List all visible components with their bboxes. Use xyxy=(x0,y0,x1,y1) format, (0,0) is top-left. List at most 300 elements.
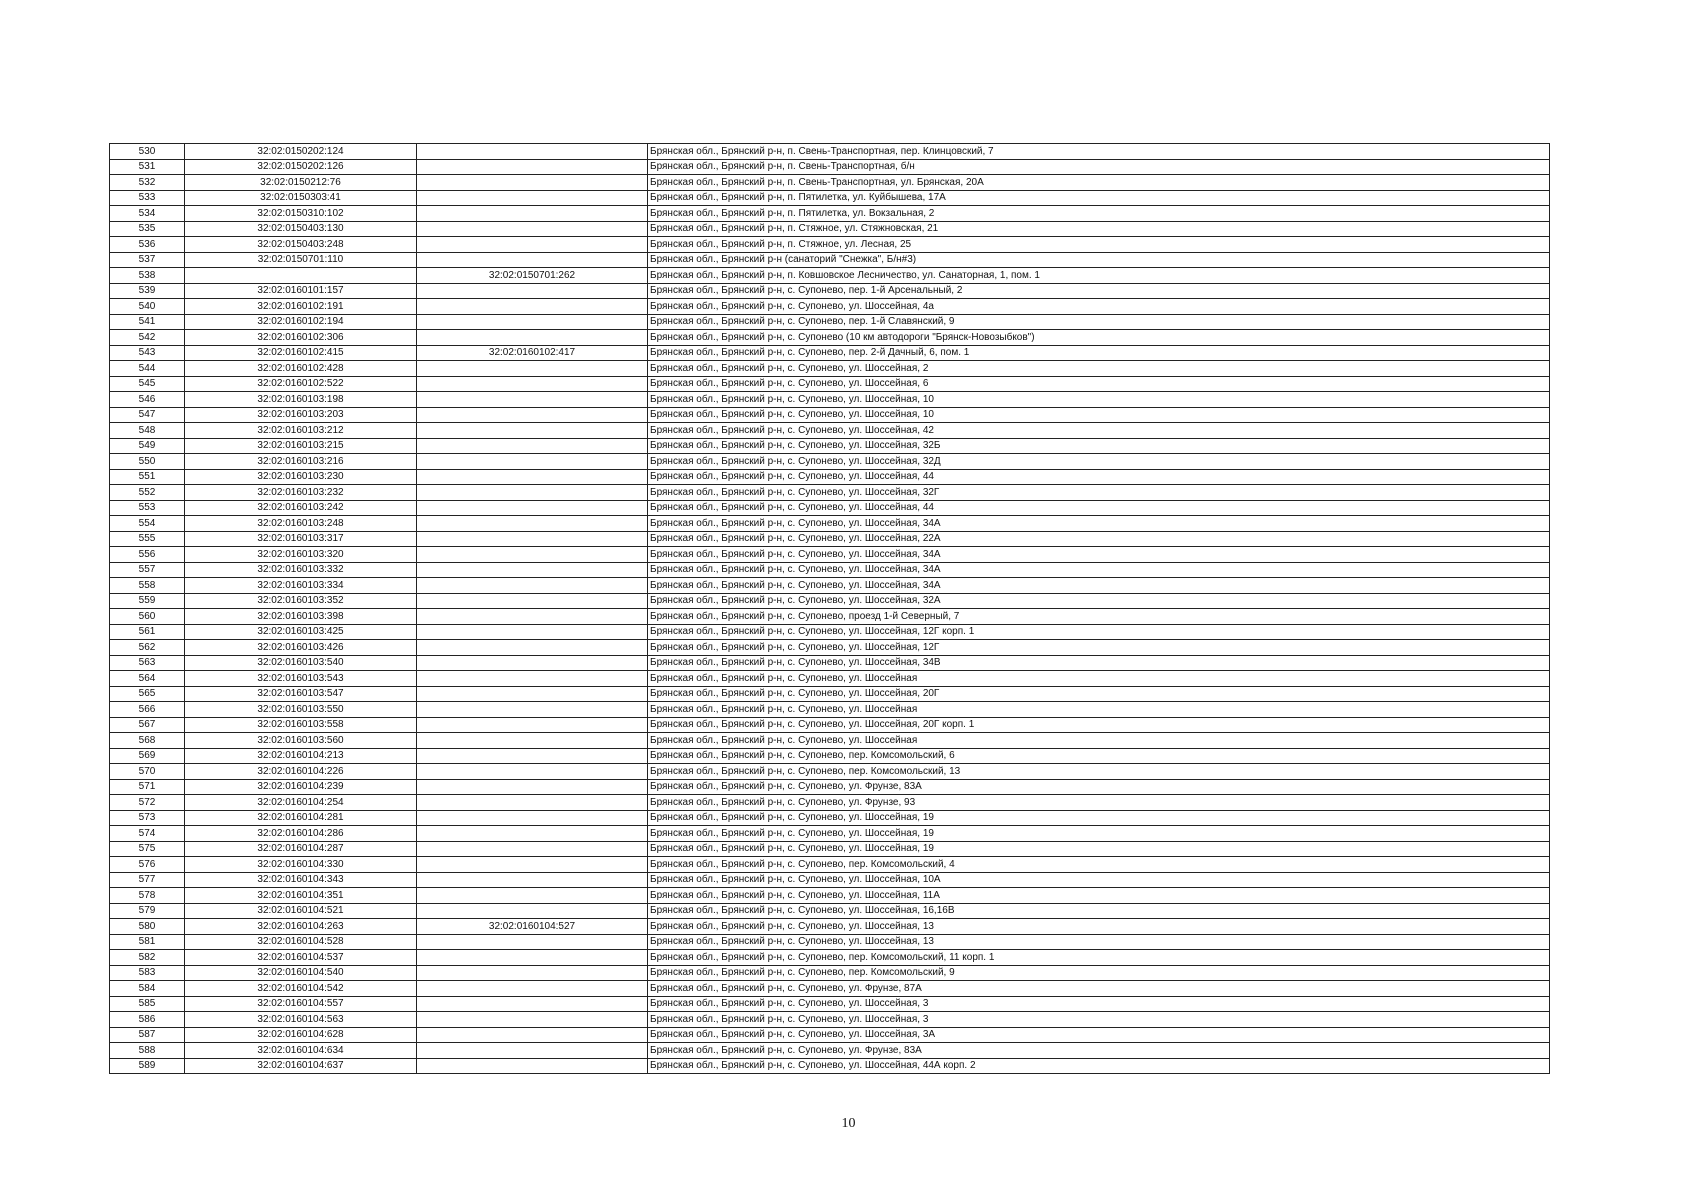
related-cadastral-number-cell xyxy=(417,531,648,547)
table-row xyxy=(110,826,1550,842)
row-number-cell: 555 xyxy=(110,531,185,547)
address-cell: Брянская обл., Брянский р-н, с. Супонево, ул. Шоссейная, 2 xyxy=(648,361,1550,377)
cadastral-number-cell: 32:02:0160103:242 xyxy=(185,500,417,516)
address-cell: Брянская обл., Брянский р-н, с. Супонево, ул. Шоссейная, 44 xyxy=(648,469,1550,485)
related-cadastral-number-cell xyxy=(417,221,648,237)
cadastral-number-cell: 32:02:0160103:216 xyxy=(185,454,417,470)
related-cadastral-number-cell xyxy=(417,562,648,578)
related-cadastral-number-cell xyxy=(417,283,648,299)
row-number-cell: 550 xyxy=(110,454,185,470)
row-number-cell: 537 xyxy=(110,252,185,268)
table-row xyxy=(110,144,1550,160)
table-row xyxy=(110,1012,1550,1028)
related-cadastral-number-cell xyxy=(417,764,648,780)
row-number-cell: 530 xyxy=(110,144,185,160)
related-cadastral-number-cell xyxy=(417,578,648,594)
related-cadastral-number-cell: 32:02:0150701:262 xyxy=(417,268,648,284)
row-number-cell: 585 xyxy=(110,996,185,1012)
cadastral-number-cell: 32:02:0160104:637 xyxy=(185,1058,417,1074)
cadastral-number-cell: 32:02:0160103:232 xyxy=(185,485,417,501)
cadastral-number-cell: 32:02:0160104:351 xyxy=(185,888,417,904)
row-number-cell: 536 xyxy=(110,237,185,253)
address-cell: Брянская обл., Брянский р-н, п. Пятилетка, ул. Вокзальная, 2 xyxy=(648,206,1550,222)
address-cell: Брянская обл., Брянский р-н, с. Супонево, пер. 1-й Славянский, 9 xyxy=(648,314,1550,330)
row-number-cell: 542 xyxy=(110,330,185,346)
row-number-cell: 582 xyxy=(110,950,185,966)
related-cadastral-number-cell xyxy=(417,717,648,733)
row-number-cell: 568 xyxy=(110,733,185,749)
cadastral-number-cell: 32:02:0150310:102 xyxy=(185,206,417,222)
related-cadastral-number-cell xyxy=(417,516,648,532)
related-cadastral-number-cell xyxy=(417,655,648,671)
address-cell: Брянская обл., Брянский р-н, с. Супонево, проезд 1-й Северный, 7 xyxy=(648,609,1550,625)
table-row xyxy=(110,965,1550,981)
row-number-cell: 562 xyxy=(110,640,185,656)
address-cell: Брянская обл., Брянский р-н, с. Супонево, ул. Шоссейная, 22А xyxy=(648,531,1550,547)
related-cadastral-number-cell xyxy=(417,779,648,795)
cadastral-number-cell: 32:02:0160103:317 xyxy=(185,531,417,547)
table-row xyxy=(110,500,1550,516)
table-row xyxy=(110,190,1550,206)
address-cell: Брянская обл., Брянский р-н, с. Супонево (10 км автодороги "Брянск-Новозыбков") xyxy=(648,330,1550,346)
table-row xyxy=(110,578,1550,594)
address-cell: Брянская обл., Брянский р-н, с. Супонево, ул. Шоссейная, 34А xyxy=(648,547,1550,563)
row-number-cell: 563 xyxy=(110,655,185,671)
cadastral-number-cell: 32:02:0160104:628 xyxy=(185,1027,417,1043)
related-cadastral-number-cell xyxy=(417,392,648,408)
related-cadastral-number-cell xyxy=(417,903,648,919)
row-number-cell: 552 xyxy=(110,485,185,501)
row-number-cell: 578 xyxy=(110,888,185,904)
related-cadastral-number-cell xyxy=(417,314,648,330)
related-cadastral-number-cell xyxy=(417,702,648,718)
table-row xyxy=(110,299,1550,315)
cadastral-number-cell: 32:02:0160103:543 xyxy=(185,671,417,687)
address-cell: Брянская обл., Брянский р-н (санаторий "Снежка", Б/н#3) xyxy=(648,252,1550,268)
related-cadastral-number-cell xyxy=(417,841,648,857)
cadastral-number-cell: 32:02:0160104:330 xyxy=(185,857,417,873)
related-cadastral-number-cell: 32:02:0160104:527 xyxy=(417,919,648,935)
table-row xyxy=(110,888,1550,904)
related-cadastral-number-cell xyxy=(417,159,648,175)
table-row xyxy=(110,407,1550,423)
table-row xyxy=(110,206,1550,222)
table-row xyxy=(110,872,1550,888)
cadastral-number-cell: 32:02:0160102:306 xyxy=(185,330,417,346)
related-cadastral-number-cell xyxy=(417,407,648,423)
address-cell: Брянская обл., Брянский р-н, п. Свень-Транспортная, ул. Брянская, 20А xyxy=(648,175,1550,191)
table-row xyxy=(110,1027,1550,1043)
address-cell: Брянская обл., Брянский р-н, п. Свень-Транспортная, пер. Клинцовский, 7 xyxy=(648,144,1550,160)
table-row xyxy=(110,531,1550,547)
table-row xyxy=(110,686,1550,702)
property-table-body xyxy=(110,144,1550,1074)
row-number-cell: 576 xyxy=(110,857,185,873)
table-row xyxy=(110,438,1550,454)
row-number-cell: 580 xyxy=(110,919,185,935)
related-cadastral-number-cell xyxy=(417,624,648,640)
row-number-cell: 587 xyxy=(110,1027,185,1043)
cadastral-number-cell: 32:02:0160102:428 xyxy=(185,361,417,377)
address-cell: Брянская обл., Брянский р-н, с. Супонево, ул. Шоссейная, 20Г корп. 1 xyxy=(648,717,1550,733)
cadastral-number-cell: 32:02:0160104:213 xyxy=(185,748,417,764)
related-cadastral-number-cell xyxy=(417,593,648,609)
address-cell: Брянская обл., Брянский р-н, с. Супонево, ул. Шоссейная, 42 xyxy=(648,423,1550,439)
row-number-cell: 579 xyxy=(110,903,185,919)
address-cell: Брянская обл., Брянский р-н, с. Супонево, ул. Фрунзе, 93 xyxy=(648,795,1550,811)
table-row xyxy=(110,624,1550,640)
cadastral-number-cell: 32:02:0160103:334 xyxy=(185,578,417,594)
cadastral-number-cell: 32:02:0160104:254 xyxy=(185,795,417,811)
table-row xyxy=(110,996,1550,1012)
cadastral-number-cell: 32:02:0160104:537 xyxy=(185,950,417,966)
related-cadastral-number-cell xyxy=(417,376,648,392)
address-cell: Брянская обл., Брянский р-н, с. Супонево, ул. Шоссейная, 34А xyxy=(648,578,1550,594)
cadastral-number-cell: 32:02:0160104:557 xyxy=(185,996,417,1012)
row-number-cell: 541 xyxy=(110,314,185,330)
cadastral-number-cell: 32:02:0160103:398 xyxy=(185,609,417,625)
table-row xyxy=(110,252,1550,268)
row-number-cell: 531 xyxy=(110,159,185,175)
related-cadastral-number-cell xyxy=(417,826,648,842)
cadastral-number-cell: 32:02:0160104:528 xyxy=(185,934,417,950)
address-cell: Брянская обл., Брянский р-н, п. Стяжное, ул. Стяжновская, 21 xyxy=(648,221,1550,237)
address-cell: Брянская обл., Брянский р-н, с. Супонево, ул. Шоссейная, 32А xyxy=(648,593,1550,609)
cadastral-number-cell: 32:02:0160103:230 xyxy=(185,469,417,485)
related-cadastral-number-cell xyxy=(417,299,648,315)
table-row xyxy=(110,1058,1550,1074)
property-table xyxy=(109,143,1550,1074)
table-row xyxy=(110,469,1550,485)
table-row xyxy=(110,1043,1550,1059)
table-row xyxy=(110,593,1550,609)
address-cell: Брянская обл., Брянский р-н, с. Супонево, ул. Шоссейная, 12Г корп. 1 xyxy=(648,624,1550,640)
address-cell: Брянская обл., Брянский р-н, с. Супонево, ул. Шоссейная, 10 xyxy=(648,407,1550,423)
row-number-cell: 567 xyxy=(110,717,185,733)
table-row xyxy=(110,764,1550,780)
related-cadastral-number-cell xyxy=(417,872,648,888)
row-number-cell: 572 xyxy=(110,795,185,811)
related-cadastral-number-cell xyxy=(417,981,648,997)
address-cell: Брянская обл., Брянский р-н, с. Супонево, ул. Шоссейная xyxy=(648,702,1550,718)
address-cell: Брянская обл., Брянский р-н, с. Супонево, ул. Шоссейная, 32Б xyxy=(648,438,1550,454)
row-number-cell: 556 xyxy=(110,547,185,563)
row-number-cell: 586 xyxy=(110,1012,185,1028)
row-number-cell: 545 xyxy=(110,376,185,392)
table-row xyxy=(110,345,1550,361)
row-number-cell: 571 xyxy=(110,779,185,795)
row-number-cell: 565 xyxy=(110,686,185,702)
address-cell: Брянская обл., Брянский р-н, с. Супонево, ул. Шоссейная, 32Г xyxy=(648,485,1550,501)
row-number-cell: 583 xyxy=(110,965,185,981)
address-cell: Брянская обл., Брянский р-н, с. Супонево, ул. Шоссейная, 19 xyxy=(648,826,1550,842)
row-number-cell: 551 xyxy=(110,469,185,485)
table-row xyxy=(110,562,1550,578)
row-number-cell: 546 xyxy=(110,392,185,408)
address-cell: Брянская обл., Брянский р-н, с. Супонево, ул. Шоссейная, 6 xyxy=(648,376,1550,392)
table-row xyxy=(110,392,1550,408)
cadastral-number-cell: 32:02:0160103:558 xyxy=(185,717,417,733)
row-number-cell: 547 xyxy=(110,407,185,423)
row-number-cell: 540 xyxy=(110,299,185,315)
address-cell: Брянская обл., Брянский р-н, с. Супонево, пер. 1-й Арсенальный, 2 xyxy=(648,283,1550,299)
cadastral-number-cell: 32:02:0160104:540 xyxy=(185,965,417,981)
row-number-cell: 544 xyxy=(110,361,185,377)
row-number-cell: 557 xyxy=(110,562,185,578)
cadastral-number-cell: 32:02:0160103:425 xyxy=(185,624,417,640)
table-row xyxy=(110,547,1550,563)
row-number-cell: 566 xyxy=(110,702,185,718)
address-cell: Брянская обл., Брянский р-н, с. Супонево, ул. Шоссейная, 16,16В xyxy=(648,903,1550,919)
cadastral-number-cell: 32:02:0160102:191 xyxy=(185,299,417,315)
table-row xyxy=(110,702,1550,718)
table-row xyxy=(110,423,1550,439)
row-number-cell: 534 xyxy=(110,206,185,222)
related-cadastral-number-cell xyxy=(417,795,648,811)
cadastral-number-cell: 32:02:0150202:126 xyxy=(185,159,417,175)
row-number-cell: 538 xyxy=(110,268,185,284)
cadastral-number-cell: 32:02:0160104:226 xyxy=(185,764,417,780)
address-cell: Брянская обл., Брянский р-н, с. Супонево, пер. 2-й Дачный, 6, пом. 1 xyxy=(648,345,1550,361)
cadastral-number-cell: 32:02:0160104:287 xyxy=(185,841,417,857)
cadastral-number-cell: 32:02:0160102:194 xyxy=(185,314,417,330)
table-row xyxy=(110,314,1550,330)
address-cell: Брянская обл., Брянский р-н, с. Супонево, ул. Шоссейная, 3 xyxy=(648,996,1550,1012)
table-row xyxy=(110,810,1550,826)
related-cadastral-number-cell xyxy=(417,748,648,764)
row-number-cell: 564 xyxy=(110,671,185,687)
table-row xyxy=(110,485,1550,501)
cadastral-number-cell: 32:02:0160104:634 xyxy=(185,1043,417,1059)
cadastral-number-cell: 32:02:0160103:332 xyxy=(185,562,417,578)
table-row xyxy=(110,903,1550,919)
table-row xyxy=(110,655,1550,671)
row-number-cell: 577 xyxy=(110,872,185,888)
related-cadastral-number-cell xyxy=(417,686,648,702)
related-cadastral-number-cell xyxy=(417,423,648,439)
table-row xyxy=(110,857,1550,873)
address-cell: Брянская обл., Брянский р-н, с. Супонево, ул. Шоссейная, 3А xyxy=(648,1027,1550,1043)
row-number-cell: 533 xyxy=(110,190,185,206)
related-cadastral-number-cell xyxy=(417,857,648,873)
cadastral-number-cell: 32:02:0150701:110 xyxy=(185,252,417,268)
address-cell: Брянская обл., Брянский р-н, с. Супонево, ул. Шоссейная, 11А xyxy=(648,888,1550,904)
related-cadastral-number-cell xyxy=(417,330,648,346)
table-row xyxy=(110,330,1550,346)
cadastral-number-cell: 32:02:0160104:563 xyxy=(185,1012,417,1028)
table-row xyxy=(110,516,1550,532)
address-cell: Брянская обл., Брянский р-н, с. Супонево, пер. Комсомольский, 13 xyxy=(648,764,1550,780)
row-number-cell: 543 xyxy=(110,345,185,361)
table-row xyxy=(110,950,1550,966)
address-cell: Брянская обл., Брянский р-н, с. Супонево, ул. Фрунзе, 83А xyxy=(648,779,1550,795)
related-cadastral-number-cell xyxy=(417,888,648,904)
table-row xyxy=(110,175,1550,191)
table-row xyxy=(110,671,1550,687)
table-row xyxy=(110,376,1550,392)
address-cell: Брянская обл., Брянский р-н, с. Супонево, ул. Шоссейная, 20Г xyxy=(648,686,1550,702)
related-cadastral-number-cell xyxy=(417,361,648,377)
row-number-cell: 588 xyxy=(110,1043,185,1059)
address-cell: Брянская обл., Брянский р-н, с. Супонево, ул. Шоссейная, 3 xyxy=(648,1012,1550,1028)
address-cell: Брянская обл., Брянский р-н, п. Стяжное, ул. Лесная, 25 xyxy=(648,237,1550,253)
row-number-cell: 574 xyxy=(110,826,185,842)
cadastral-number-cell: 32:02:0160103:248 xyxy=(185,516,417,532)
cadastral-number-cell: 32:02:0160103:547 xyxy=(185,686,417,702)
cadastral-number-cell: 32:02:0160103:203 xyxy=(185,407,417,423)
cadastral-number-cell: 32:02:0160104:239 xyxy=(185,779,417,795)
related-cadastral-number-cell xyxy=(417,454,648,470)
related-cadastral-number-cell xyxy=(417,175,648,191)
related-cadastral-number-cell xyxy=(417,500,648,516)
row-number-cell: 532 xyxy=(110,175,185,191)
address-cell: Брянская обл., Брянский р-н, с. Супонево, ул. Шоссейная, 10 xyxy=(648,392,1550,408)
row-number-cell: 554 xyxy=(110,516,185,532)
table-row xyxy=(110,221,1550,237)
cadastral-number-cell: 32:02:0160103:212 xyxy=(185,423,417,439)
row-number-cell: 581 xyxy=(110,934,185,950)
related-cadastral-number-cell xyxy=(417,144,648,160)
address-cell: Брянская обл., Брянский р-н, с. Супонево, пер. Комсомольский, 9 xyxy=(648,965,1550,981)
related-cadastral-number-cell xyxy=(417,237,648,253)
cadastral-number-cell: 32:02:0160103:426 xyxy=(185,640,417,656)
address-cell: Брянская обл., Брянский р-н, п. Пятилетка, ул. Куйбышева, 17А xyxy=(648,190,1550,206)
cadastral-number-cell: 32:02:0160104:281 xyxy=(185,810,417,826)
related-cadastral-number-cell xyxy=(417,733,648,749)
address-cell: Брянская обл., Брянский р-н, с. Супонево, ул. Шоссейная xyxy=(648,733,1550,749)
table-row xyxy=(110,919,1550,935)
row-number-cell: 561 xyxy=(110,624,185,640)
cadastral-number-cell: 32:02:0160104:263 xyxy=(185,919,417,935)
cadastral-number-cell: 32:02:0160104:286 xyxy=(185,826,417,842)
cadastral-number-cell: 32:02:0160103:352 xyxy=(185,593,417,609)
cadastral-number-cell: 32:02:0150403:130 xyxy=(185,221,417,237)
address-cell: Брянская обл., Брянский р-н, с. Супонево, ул. Шоссейная, 4а xyxy=(648,299,1550,315)
address-cell: Брянская обл., Брянский р-н, с. Супонево, ул. Шоссейная, 34А xyxy=(648,562,1550,578)
address-cell: Брянская обл., Брянский р-н, с. Супонево, пер. Комсомольский, 11 корп. 1 xyxy=(648,950,1550,966)
table-row xyxy=(110,779,1550,795)
cadastral-number-cell: 32:02:0160102:522 xyxy=(185,376,417,392)
address-cell: Брянская обл., Брянский р-н, с. Супонево, ул. Шоссейная, 19 xyxy=(648,841,1550,857)
table-row xyxy=(110,733,1550,749)
cadastral-number-cell: 32:02:0160103:550 xyxy=(185,702,417,718)
table-row xyxy=(110,748,1550,764)
address-cell: Брянская обл., Брянский р-н, с. Супонево, ул. Шоссейная, 44 xyxy=(648,500,1550,516)
table-row xyxy=(110,283,1550,299)
related-cadastral-number-cell xyxy=(417,206,648,222)
related-cadastral-number-cell xyxy=(417,1058,648,1074)
cadastral-number-cell: 32:02:0160102:415 xyxy=(185,345,417,361)
address-cell: Брянская обл., Брянский р-н, с. Супонево, ул. Шоссейная, 13 xyxy=(648,934,1550,950)
address-cell: Брянская обл., Брянский р-н, с. Супонево, ул. Шоссейная, 32Д xyxy=(648,454,1550,470)
related-cadastral-number-cell xyxy=(417,1027,648,1043)
cadastral-number-cell: 32:02:0150212:76 xyxy=(185,175,417,191)
cadastral-number-cell: 32:02:0160103:198 xyxy=(185,392,417,408)
address-cell: Брянская обл., Брянский р-н, п. Свень-Транспортная, б/н xyxy=(648,159,1550,175)
cadastral-number-cell: 32:02:0160103:540 xyxy=(185,655,417,671)
address-cell: Брянская обл., Брянский р-н, с. Супонево, пер. Комсомольский, 6 xyxy=(648,748,1550,764)
related-cadastral-number-cell xyxy=(417,965,648,981)
address-cell: Брянская обл., Брянский р-н, с. Супонево, ул. Фрунзе, 83А xyxy=(648,1043,1550,1059)
related-cadastral-number-cell xyxy=(417,1012,648,1028)
cadastral-number-cell: 32:02:0150303:41 xyxy=(185,190,417,206)
related-cadastral-number-cell xyxy=(417,438,648,454)
address-cell: Брянская обл., Брянский р-н, с. Супонево, пер. Комсомольский, 4 xyxy=(648,857,1550,873)
address-cell: Брянская обл., Брянский р-н, с. Супонево, ул. Фрунзе, 87А xyxy=(648,981,1550,997)
table-row xyxy=(110,640,1550,656)
row-number-cell: 553 xyxy=(110,500,185,516)
table-row xyxy=(110,981,1550,997)
cadastral-number-cell: 32:02:0160104:521 xyxy=(185,903,417,919)
cadastral-number-cell xyxy=(185,268,417,284)
row-number-cell: 589 xyxy=(110,1058,185,1074)
row-number-cell: 575 xyxy=(110,841,185,857)
related-cadastral-number-cell xyxy=(417,640,648,656)
row-number-cell: 559 xyxy=(110,593,185,609)
related-cadastral-number-cell xyxy=(417,934,648,950)
address-cell: Брянская обл., Брянский р-н, с. Супонево, ул. Шоссейная, 34В xyxy=(648,655,1550,671)
related-cadastral-number-cell xyxy=(417,547,648,563)
table-row xyxy=(110,717,1550,733)
page-number: 10 xyxy=(841,1116,856,1131)
row-number-cell: 548 xyxy=(110,423,185,439)
table-row xyxy=(110,795,1550,811)
table-row xyxy=(110,841,1550,857)
related-cadastral-number-cell xyxy=(417,1043,648,1059)
row-number-cell: 573 xyxy=(110,810,185,826)
address-cell: Брянская обл., Брянский р-н, п. Ковшовское Лесничество, ул. Санаторная, 1, пом. 1 xyxy=(648,268,1550,284)
related-cadastral-number-cell xyxy=(417,671,648,687)
cadastral-number-cell: 32:02:0160101:157 xyxy=(185,283,417,299)
table-row xyxy=(110,268,1550,284)
cadastral-number-cell: 32:02:0160103:320 xyxy=(185,547,417,563)
row-number-cell: 584 xyxy=(110,981,185,997)
table-row xyxy=(110,237,1550,253)
row-number-cell: 539 xyxy=(110,283,185,299)
table-row xyxy=(110,934,1550,950)
cadastral-number-cell: 32:02:0150202:124 xyxy=(185,144,417,160)
table-row xyxy=(110,361,1550,377)
address-cell: Брянская обл., Брянский р-н, с. Супонево, ул. Шоссейная, 13 xyxy=(648,919,1550,935)
cadastral-number-cell: 32:02:0160103:215 xyxy=(185,438,417,454)
row-number-cell: 549 xyxy=(110,438,185,454)
cadastral-number-cell: 32:02:0160104:542 xyxy=(185,981,417,997)
table-row xyxy=(110,609,1550,625)
address-cell: Брянская обл., Брянский р-н, с. Супонево, ул. Шоссейная, 34А xyxy=(648,516,1550,532)
cadastral-number-cell: 32:02:0160103:560 xyxy=(185,733,417,749)
related-cadastral-number-cell xyxy=(417,609,648,625)
address-cell: Брянская обл., Брянский р-н, с. Супонево, ул. Шоссейная, 12Г xyxy=(648,640,1550,656)
table-row xyxy=(110,454,1550,470)
related-cadastral-number-cell xyxy=(417,469,648,485)
cadastral-number-cell: 32:02:0150403:248 xyxy=(185,237,417,253)
related-cadastral-number-cell xyxy=(417,190,648,206)
related-cadastral-number-cell xyxy=(417,252,648,268)
address-cell: Брянская обл., Брянский р-н, с. Супонево, ул. Шоссейная, 44А корп. 2 xyxy=(648,1058,1550,1074)
row-number-cell: 535 xyxy=(110,221,185,237)
address-cell: Брянская обл., Брянский р-н, с. Супонево, ул. Шоссейная, 10А xyxy=(648,872,1550,888)
address-cell: Брянская обл., Брянский р-н, с. Супонево, ул. Шоссейная, 19 xyxy=(648,810,1550,826)
related-cadastral-number-cell xyxy=(417,996,648,1012)
cadastral-number-cell: 32:02:0160104:343 xyxy=(185,872,417,888)
related-cadastral-number-cell xyxy=(417,950,648,966)
table-row xyxy=(110,159,1550,175)
related-cadastral-number-cell xyxy=(417,485,648,501)
row-number-cell: 560 xyxy=(110,609,185,625)
row-number-cell: 558 xyxy=(110,578,185,594)
row-number-cell: 570 xyxy=(110,764,185,780)
related-cadastral-number-cell: 32:02:0160102:417 xyxy=(417,345,648,361)
